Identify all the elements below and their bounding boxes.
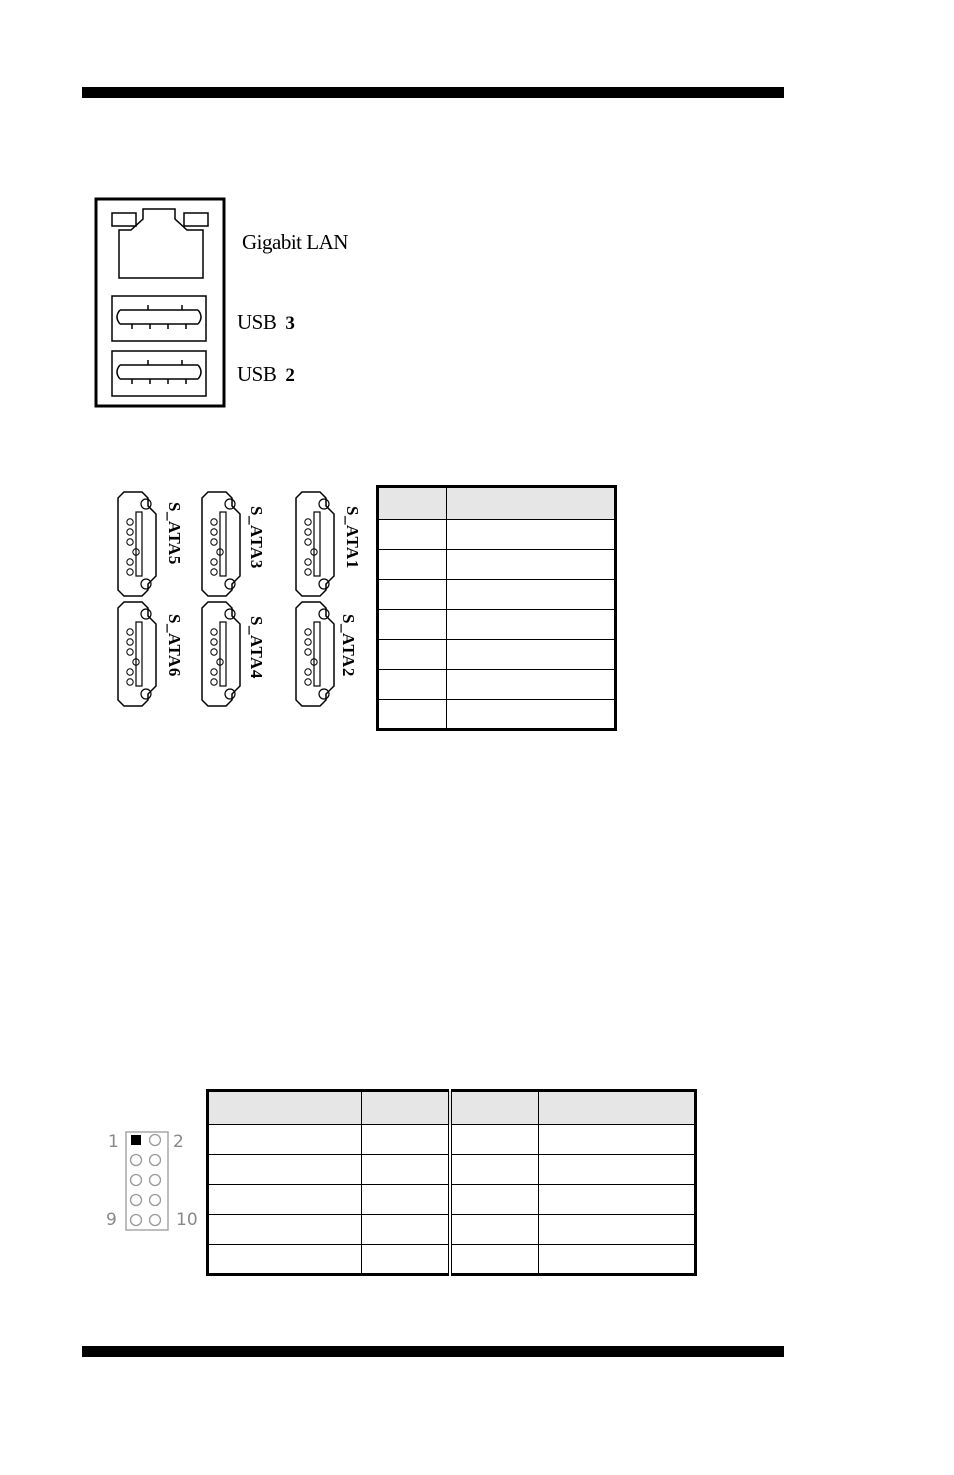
sata2-label: S_ATA2 [339,614,358,677]
sata4-label: S_ATA4 [247,616,266,679]
pin-10-label: 10 [176,1210,198,1230]
sata-connectors-diagram [110,488,370,708]
top-rule [82,87,784,98]
pin-1-square [131,1135,141,1145]
usb-port-icon [112,296,206,341]
pin-2-label: 2 [173,1132,184,1152]
table-row [208,1245,696,1275]
ethernet-port-icon [119,209,203,278]
table-header-row [378,487,616,520]
pin-9-label: 9 [106,1210,117,1230]
gigabit-lan-label: Gigabit LAN [242,230,348,254]
table-row [378,640,616,670]
sata-pin-table [376,485,617,731]
bottom-rule [82,1346,784,1357]
table-row [378,610,616,640]
table-row [208,1185,696,1215]
table-row [208,1155,696,1185]
header-pin-table [206,1089,697,1276]
sata6-label: S_ATA6 [165,614,184,677]
usb-port-icon [112,351,206,396]
usb-3-label: USB 3 [237,310,295,334]
table-row [378,520,616,550]
lan-led-right [184,213,208,226]
lan-usb-panel-diagram [90,193,235,413]
usb-2-label: USB 2 [237,362,295,386]
lan-led-left [112,213,136,226]
table-row [208,1125,696,1155]
table-row [208,1215,696,1245]
table-row [378,700,616,730]
table-row [378,670,616,700]
sata1-label: S_ATA1 [343,506,362,569]
sata3-label: S_ATA3 [247,506,266,569]
pin-header-diagram [124,1130,170,1232]
sata5-label: S_ATA5 [165,502,184,565]
pin-1-label: 1 [108,1132,119,1152]
table-row [378,580,616,610]
table-header-row [208,1091,696,1125]
table-row [378,550,616,580]
